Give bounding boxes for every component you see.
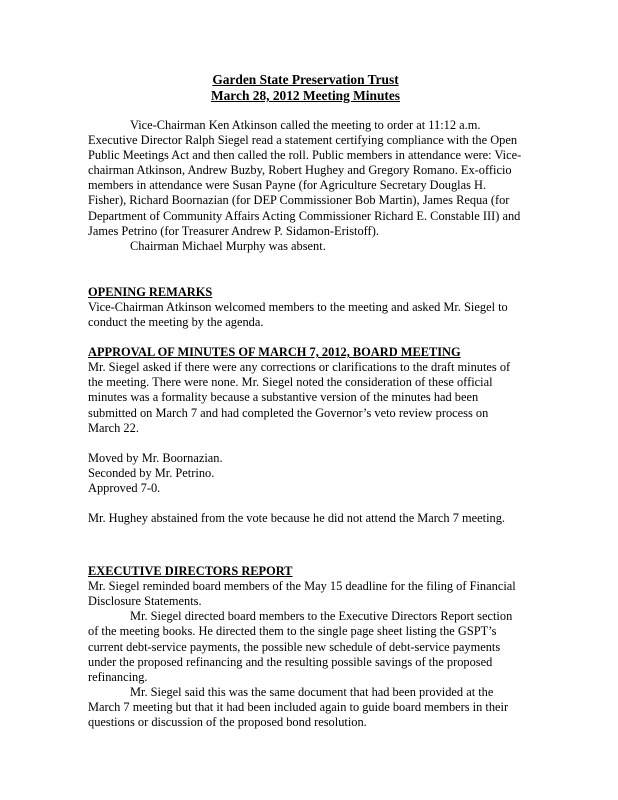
motion-moved: Moved by Mr. Boornazian. bbox=[88, 450, 223, 465]
document-title bbox=[88, 72, 523, 104]
absence-note: Chairman Michael Murphy was absent. bbox=[130, 238, 326, 253]
executive-report-paragraph-3: Mr. Siegel said this was the same document that had been provided at the March 7 meeting but that it had been included again to guide board members in their questions or discussion of the proposed bond resolution. bbox=[88, 684, 509, 729]
approval-minutes-section bbox=[88, 345, 523, 526]
executive-report-paragraph-2: Mr. Siegel directed board members to the Executive Directors Report section of the meeting books. He directed them to the single page sheet listing the GSPT’s current debt-service payments, the possible new schedule of debt-service payments under the proposed refinancing and the resulting possible savings of the proposed refinancing. bbox=[88, 609, 513, 684]
abstention-note: Mr. Hughey abstained from the vote because he did not attend the March 7 meeting. bbox=[88, 510, 506, 525]
opening-remarks-text: Vice-Chairman Atkinson welcomed members to the meeting and asked Mr. Siegel to conduct the meeting by the agenda. bbox=[88, 299, 508, 330]
opening-remarks-section bbox=[88, 285, 523, 330]
motion-approved: Approved 7-0. bbox=[88, 480, 161, 495]
executive-report-paragraph-1: Mr. Siegel reminded board members of the May 15 deadline for the filing of Financial Disclosure Statements. bbox=[88, 579, 516, 609]
title-organization: Garden State Preservation Trust bbox=[212, 72, 399, 87]
approval-minutes-text: Mr. Siegel asked if there were any corrections or clarifications to the draft minutes of the meeting. There were none. Mr. Siegel noted the consideration of these official minutes was a formality because a substantive version of the minutes had been submitted on March 7 and had completed the Governor’s veto review process on March 22. bbox=[88, 360, 511, 435]
opening-remarks-heading: OPENING REMARKS bbox=[88, 284, 213, 299]
motion-seconded: Seconded by Mr. Petrino. bbox=[88, 465, 215, 480]
executive-report-heading: EXECUTIVE DIRECTORS REPORT bbox=[88, 564, 293, 579]
executive-report-section bbox=[88, 564, 523, 730]
approval-minutes-heading: APPROVAL OF MINUTES OF MARCH 7, 2012, BOARD MEETING bbox=[88, 345, 461, 360]
intro-paragraph: Vice-Chairman Ken Atkinson called the meeting to order at 11:12 a.m. Executive Director Ralph Siegel read a statement certifying compliance with the Open Public Meetings Act and then called the roll. Public members in attendance were: Vice-chairman Atkinson, Andrew Buzby, Robert Hughey and Gregory Romano. Ex-officio members in attendance were Susan Payne (for Agriculture Secretary Douglas H. Fisher), Richard Boornazian (for DEP Commissioner Bob Martin), James Requa (for Department of Community Affairs Acting Commissioner Richard E. Constable III) and James Petrino (for Treasurer Andrew P. Sidamon-Eristoff). bbox=[88, 118, 522, 238]
title-meeting-date: March 28, 2012 Meeting Minutes bbox=[210, 88, 401, 103]
